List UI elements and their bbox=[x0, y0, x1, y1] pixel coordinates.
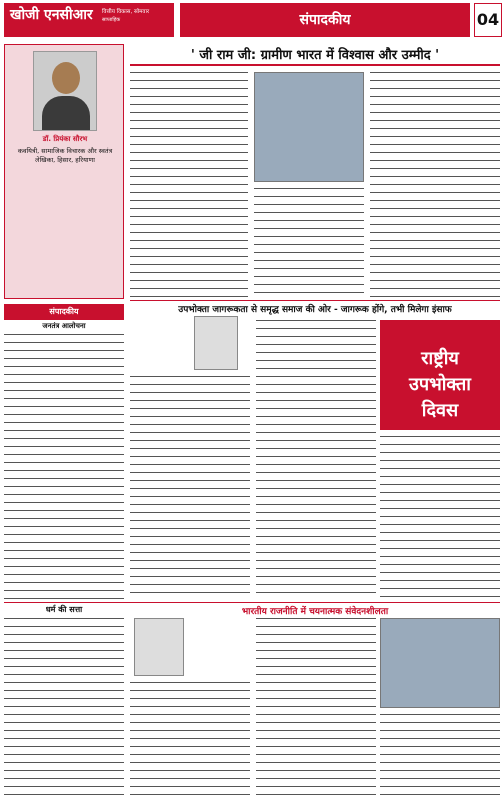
author-panel bbox=[4, 44, 124, 299]
author-name: डॉ. प्रियंका सौरभ bbox=[42, 135, 88, 143]
paper-masthead bbox=[4, 3, 174, 37]
section-header bbox=[180, 3, 470, 37]
article-photo-1 bbox=[254, 72, 364, 182]
article-body-col5 bbox=[256, 320, 376, 600]
article-photo-3 bbox=[134, 618, 184, 676]
text-texture-6 bbox=[256, 320, 376, 600]
sidebar-body bbox=[4, 334, 124, 600]
badge-text bbox=[380, 320, 500, 424]
text-texture-2 bbox=[254, 188, 364, 298]
sidebar-section-subtitle: जनतंत्र आलोचना bbox=[42, 322, 86, 330]
article-photo-2 bbox=[194, 316, 238, 370]
second-headline: उपभोक्ता जागरूकता से समृद्ध समाज की ओर - जागरूक होंगे, तभी मिलेगा इंसाफ bbox=[178, 305, 452, 315]
badge-line1: राष्ट्रीय bbox=[421, 348, 459, 369]
dharma-body bbox=[4, 618, 124, 796]
text-texture-11 bbox=[380, 714, 500, 796]
article-body-col3 bbox=[370, 72, 500, 298]
divider-2 bbox=[4, 602, 500, 603]
paper-name: खोजी एनसीआर bbox=[10, 7, 93, 23]
page-number: 04 bbox=[476, 10, 500, 29]
page-header bbox=[0, 0, 504, 40]
article-body-col4 bbox=[130, 376, 250, 600]
text-texture-5 bbox=[130, 376, 250, 600]
badge-line2: उपभोक्ता bbox=[409, 374, 471, 395]
article-body-col1 bbox=[130, 72, 248, 298]
divider bbox=[130, 300, 500, 301]
issue-line-2: साप्ताहिक bbox=[102, 17, 121, 23]
text-texture-4 bbox=[4, 334, 124, 600]
article-body-col9 bbox=[380, 714, 500, 796]
article-body-col2 bbox=[254, 188, 364, 298]
article-body-col8 bbox=[256, 618, 376, 796]
section-title: संपादकीय bbox=[299, 12, 351, 28]
main-headline-text: ' जी राम जी: ग्रामीण भारत में विश्वास और उम्मीद ' bbox=[190, 48, 440, 63]
article-body-col7 bbox=[130, 682, 250, 796]
author-photo bbox=[33, 51, 97, 131]
article-body-col6 bbox=[380, 436, 500, 600]
bottom-headline: भारतीय राजनीति में चयनात्मक संवेदनशीलता bbox=[241, 607, 389, 617]
issue-line: वित्तीय विकास, सोमवार bbox=[102, 9, 150, 15]
consumer-day-badge bbox=[380, 320, 500, 430]
sidebar-section-title: संपादकीय bbox=[4, 304, 124, 320]
author-face bbox=[52, 62, 80, 94]
text-texture-3 bbox=[370, 72, 500, 298]
main-headline bbox=[130, 44, 500, 66]
article-photo-4 bbox=[380, 618, 500, 708]
author-body bbox=[42, 96, 90, 130]
text-texture-9 bbox=[130, 682, 250, 796]
text-texture-8 bbox=[4, 618, 124, 796]
text-texture bbox=[130, 72, 248, 298]
badge-line3: दिवस bbox=[421, 400, 459, 421]
text-texture-10 bbox=[256, 618, 376, 796]
dharma-heading: धर्म की सत्ता bbox=[45, 605, 83, 614]
author-description: कवयित्री, सामाजिक विचारक और स्वतंत्र लेखिका, हिसार, हरियाणा bbox=[17, 147, 113, 164]
page-number-box bbox=[474, 3, 502, 37]
text-texture-7 bbox=[380, 436, 500, 600]
